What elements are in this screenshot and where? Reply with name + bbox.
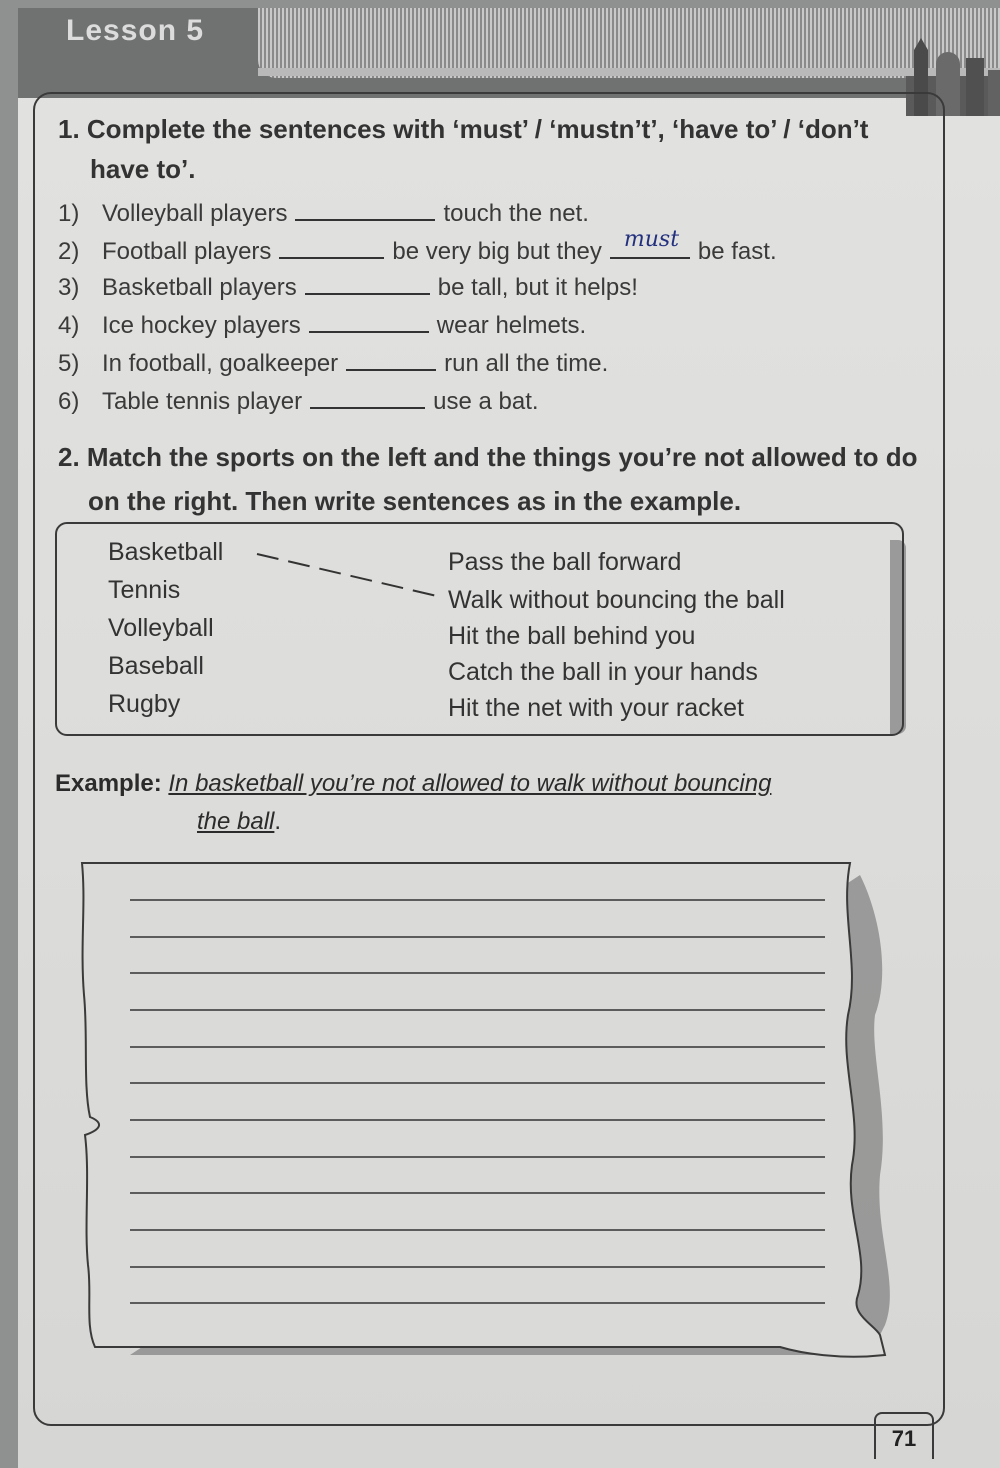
sentence-6: 6) Table tennis player use a bat. xyxy=(58,388,539,415)
rule-item[interactable]: Catch the ball in your hands xyxy=(448,658,758,686)
answer-blank-2a[interactable] xyxy=(279,239,384,259)
rule-item[interactable]: Walk without bouncing the ball xyxy=(448,586,785,614)
sport-item[interactable]: Basketball xyxy=(108,538,224,566)
exercise1-heading-cont: have to’. xyxy=(90,154,196,184)
sentence-3: 3) Basketball players be tall, but it helps! xyxy=(58,274,638,301)
rule-item[interactable]: Pass the ball forward xyxy=(448,548,682,576)
page-number: 71 xyxy=(891,1426,917,1451)
answer-blank-1[interactable] xyxy=(295,201,435,221)
sport-item[interactable]: Baseball xyxy=(108,652,204,680)
answer-blank-4[interactable] xyxy=(309,313,429,333)
sport-item[interactable]: Tennis xyxy=(108,576,181,604)
example-match-line xyxy=(255,550,445,605)
writing-scroll xyxy=(80,855,920,1365)
sentence-2: 2) Football players be very big but they must be fast. xyxy=(58,227,777,265)
example-sentence: Example: In basketball you’re not allowed to walk without bouncing the ball. xyxy=(55,770,772,835)
sentence-1: 1) Volleyball players touch the net. xyxy=(58,200,589,227)
answer-blank-3[interactable] xyxy=(305,275,430,295)
sport-item[interactable]: Rugby xyxy=(108,690,181,718)
handwritten-answer: must xyxy=(623,227,680,252)
answer-blank-2b[interactable] xyxy=(610,227,690,259)
rule-item[interactable]: Hit the net with your racket xyxy=(448,694,744,722)
header-rule xyxy=(258,68,1000,76)
answer-blank-5[interactable] xyxy=(346,351,436,371)
exercise2-heading-cont: on the right. Then write sentences as in the example. xyxy=(88,486,742,516)
rule-item[interactable]: Hit the ball behind you xyxy=(448,622,696,650)
exercise1-heading: 1. Complete the sentences with ‘must’ / ‘mustn’t’, ‘have to’ / ‘don’t xyxy=(58,114,869,144)
lesson-title: Lesson 5 xyxy=(66,14,205,47)
page-number-box xyxy=(874,1412,934,1459)
exercise2-heading: 2. Match the sports on the left and the things you’re not allowed to do xyxy=(58,442,918,472)
sentence-5: 5) In football, goalkeeper run all the time. xyxy=(58,350,609,377)
sentence-4: 4) Ice hockey players wear helmets. xyxy=(58,312,587,339)
sport-item[interactable]: Volleyball xyxy=(108,614,214,642)
answer-blank-6[interactable] xyxy=(310,389,425,409)
